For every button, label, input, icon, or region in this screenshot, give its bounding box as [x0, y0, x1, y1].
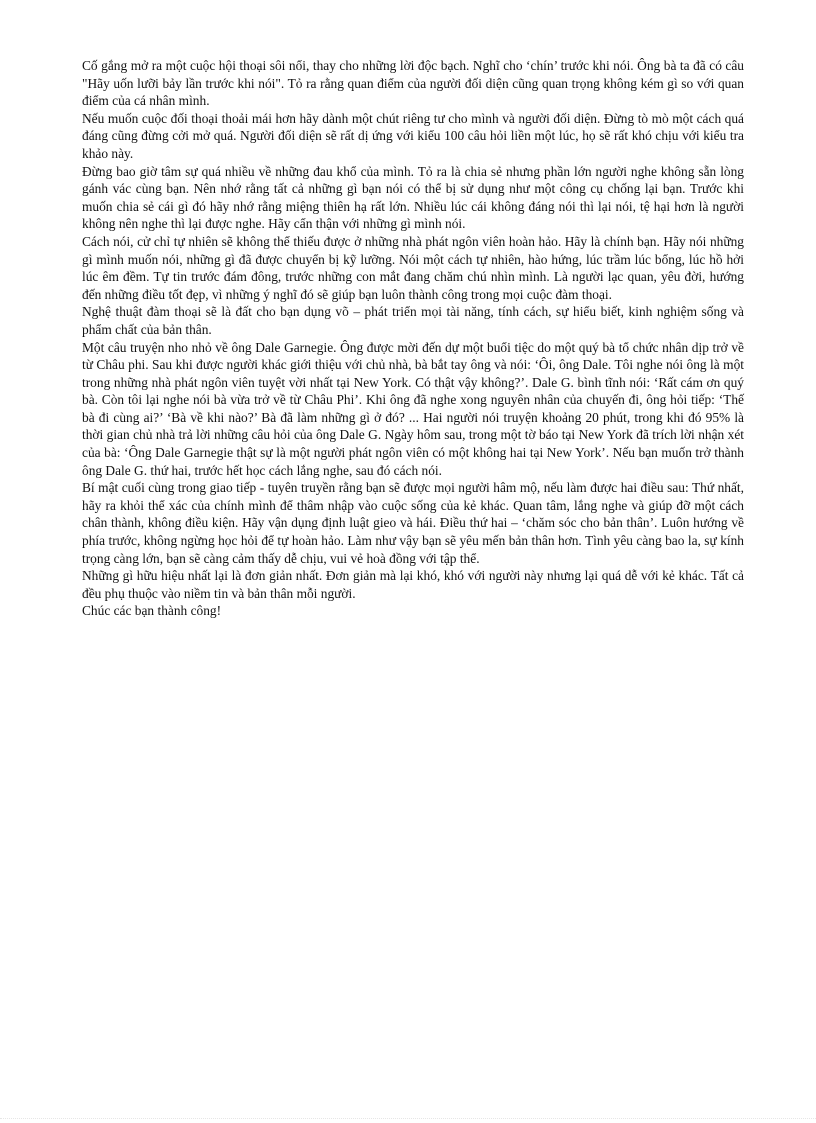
page-bottom-divider [0, 1118, 816, 1119]
paragraph-final-secret: Bí mật cuối cùng trong giao tiếp - tuyên truyền rằng bạn sẽ được mọi người hâm mộ, nếu làm được hai điều sau: Thứ nhất, hãy ra khỏi thể xác của chính mình để thâm nhập vào cuộc sống của kẻ khác. Quan tâm, lắng nghe và giúp đỡ một cách chân thành, không điều kiện. Hãy vận dụng định luật gieo và hái. Điều thứ hai – ‘chăm sóc cho bản thân’. Luôn hướng về phía trước, không ngừng học hỏi để tự hoàn hảo. Làm như vậy bạn sẽ yêu mến bản thân hơn. Tình yêu càng bao la, sự kính trọng càng lớn, bạn sẽ càng cảm thấy dễ chịu, vui vẻ hoà đồng với tập thể. [82, 480, 744, 566]
paragraph-natural-speech: Cách nói, cử chỉ tự nhiên sẽ không thể thiếu được ở những nhà phát ngôn viên hoàn hảo. Hãy là chính bạn. Hãy nói những gì mình muốn nói, những gì đã được chuyển bị kỹ lưỡng. Nói một cách tự nhiên, hào hứng, lúc trầm lúc bổng, lúc hồ hởi lúc êm đềm. Tự tin trước đám đông, trước những con mắt đang chăm chú nhìn mình. Là người lạc quan, yêu đời, hướng đến những điều tốt đẹp, vì những ý nghĩ đó sẽ giúp bạn luôn thành công trong mọi cuộc đàm thoại. [82, 233, 744, 302]
paragraph-simplicity: Những gì hữu hiệu nhất lại là đơn giản nhất. Đơn giản mà lại khó, khó với người này nhưng lại quá dễ với kẻ khác. Tất cả đều phụ thuộc vào niềm tin và bản thân mỗi người. [82, 568, 744, 601]
paragraph-art-of-conversation: Nghệ thuật đàm thoại sẽ là đất cho bạn dụng võ – phát triển mọi tài năng, tính cách, sự hiểu biết, kinh nghiệm sống và phẩm chất của bản thân. [82, 304, 744, 337]
paragraph-confiding: Đừng bao giờ tâm sự quá nhiều về những đau khổ của mình. Tỏ ra là chia sẻ nhưng phần lớn người nghe không sẵn lòng gánh vác cùng bạn. Nên nhớ rằng tất cả những gì bạn nói có thể bị sử dụng như một công cụ chống lại bạn. Trước khi muốn chia sẻ cái gì đó hãy nhớ rằng miệng thiên hạ rất lớn. Nhiều lúc cái không đáng nói thì lại nói, tệ hại hơn là người không nên nghe thì lại được nghe. Hãy cẩn thận với những gì mình nói. [82, 163, 744, 232]
document-body [82, 57, 744, 620]
paragraph-conversation: Cố gắng mở ra một cuộc hội thoại sôi nổi, thay cho những lời độc bạch. Nghĩ cho ‘chín’ trước khi nói. Ông bà ta đã có câu "Hãy uốn lưỡi bảy lần trước khi nói". Tỏ ra rằng quan điểm của người đối diện cũng quan trọng không kém gì so với quan điểm của cá nhân mình. [82, 58, 744, 109]
paragraph-privacy: Nếu muốn cuộc đối thoại thoải mái hơn hãy dành một chút riêng tư cho mình và người đối diện. Đừng tò mò một cách quá đáng cũng đừng cởi mở quá. Người đối diện sẽ rất dị ứng với kiểu 100 câu hỏi liền một lúc, họ sẽ rất khó chịu với kiểu tra khảo này. [82, 110, 744, 161]
paragraph-dale-garnegie-story: Một câu truyện nho nhỏ về ông Dale Garnegie. Ông được mời đến dự một buổi tiệc do một quý bà tổ chức nhân dịp trở về từ Châu phi. Sau khi được người khác giới thiệu với chủ nhà, bà bắt tay ông và nói: ‘Ôi, ông Dale. Tôi nghe nói ông là một trong những nhà phát ngôn viên tuyệt vời nhất tại New York. Có thật vậy không?’. Dale G. bình tĩnh nói: ‘Rất cám ơn quý bà. Còn tôi lại nghe nói bà vừa trở về từ Châu Phi’. Khi ông đã nghe xong nguyên nhân của chuyến đi, ông hỏi tiếp: ‘Thế bà đi cùng ai?’ ‘Bà về khi nào?’ Bà đã làm những gì ở đó? ... Hai người nói truyện khoảng 20 phút, trong khi đó 95% là thời gian chủ nhà trả lời những câu hỏi của ông Dale G. Ngày hôm sau, trong một tờ báo tại New York đã trích lời nhận xét của bà: ‘Ông Dale Garnegie thật sự là một người phát ngôn viên có một không hai tại New York’. Nếu bạn muốn trở thành ông Dale G. thứ hai, trước hết học cách lắng nghe, sau đó cách nói. [82, 339, 744, 478]
paragraph-closing: Chúc các bạn thành công! [82, 603, 222, 619]
